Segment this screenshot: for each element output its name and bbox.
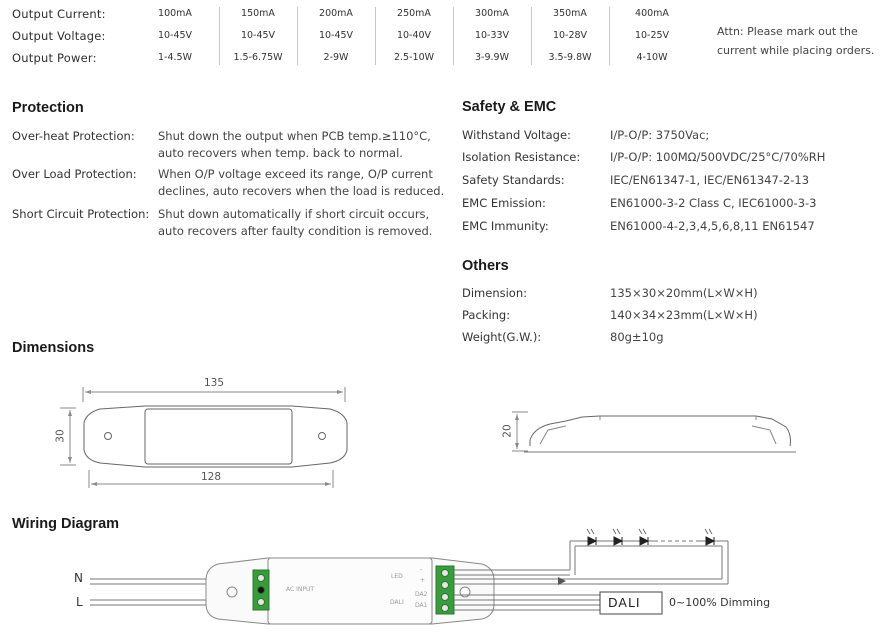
row-label-output-power: Output Power: (12, 51, 97, 65)
safety-value: IEC/EN61347-1, IEC/EN61347-2-13 (610, 173, 810, 187)
safety-key: EMC Emission: (462, 196, 546, 210)
table-cell: 10-28V (552, 30, 588, 41)
table-cell: 300mA (475, 8, 509, 19)
table-cell: 2-9W (323, 52, 349, 63)
safety-key: EMC Immunity: (462, 219, 549, 233)
safety-key: Safety Standards: (462, 173, 565, 187)
protection-value: Shut down automatically if short circuit occurs, (158, 207, 430, 221)
section-title-dimensions: Dimensions (12, 340, 95, 356)
plus-terminal-label: + (420, 577, 426, 584)
others-key: Weight(G.W.): (462, 330, 542, 344)
table-cell: 200mA (319, 8, 353, 19)
table-cell: 350mA (553, 8, 587, 19)
safety-key: Withstand Voltage: (462, 128, 571, 142)
led-output-label: LED (391, 573, 403, 580)
row-label-output-voltage: Output Voltage: (12, 29, 106, 43)
da1-terminal-label: DA1 (415, 602, 428, 609)
row-label-output-current: Output Current: (12, 7, 106, 21)
table-cell: 10-45V (318, 30, 354, 41)
others-key: Packing: (462, 308, 511, 322)
table-cell: 10-25V (634, 30, 670, 41)
table-cell: 1.5-6.75W (233, 52, 283, 63)
table-cell: 1-4.5W (158, 52, 192, 63)
table-cell: 3-9.9W (475, 52, 509, 63)
table-cell: 100mA (158, 8, 192, 19)
attention-line: current while placing orders. (717, 44, 875, 57)
attention-line: Attn: Please mark out the (717, 25, 858, 38)
protection-key: Short Circuit Protection: (12, 207, 150, 221)
table-cell: 2.5-10W (393, 52, 435, 63)
table-cell: 4-10W (636, 52, 668, 63)
dali-box-label: DALI (608, 595, 641, 610)
neutral-label: N (74, 571, 83, 585)
section-title-others: Others (462, 258, 509, 274)
dimension-label-length-total: 135 (204, 377, 225, 389)
others-value: 80g±10g (610, 330, 664, 344)
protection-key: Over-heat Protection: (12, 129, 135, 143)
da2-terminal-label: DA2 (415, 591, 428, 598)
protection-value: auto recovers when temp. back to normal. (158, 146, 403, 160)
protection-key: Over Load Protection: (12, 167, 137, 181)
others-value: 140×34×23mm(L×W×H) (610, 308, 758, 322)
table-cell: 10-33V (474, 30, 510, 41)
dali-terminal-label: DALI (390, 599, 404, 606)
section-title-safety: Safety & EMC (462, 99, 557, 115)
table-cell: 3.5-9.8W (548, 52, 592, 63)
dimension-label-width: 30 (54, 429, 67, 443)
safety-value: EN61000-4-2,3,4,5,6,8,11 EN61547 (610, 219, 815, 233)
table-cell: 400mA (635, 8, 669, 19)
protection-value: When O/P voltage exceed its range, O/P current (158, 167, 433, 181)
ac-input-label: AC INPUT (286, 586, 315, 593)
protection-value: Shut down the output when PCB temp.≥110°C, (158, 129, 431, 143)
table-cell: 10-45V (240, 30, 276, 41)
others-key: Dimension: (462, 286, 528, 300)
dimming-label: 0~100% Dimming (669, 596, 771, 609)
others-value: 135×30×20mm(L×W×H) (610, 286, 758, 300)
safety-value: EN61000-3-2 Class C, IEC61000-3-3 (610, 196, 817, 210)
section-title-wiring: Wiring Diagram (12, 516, 120, 532)
safety-key: Isolation Resistance: (462, 150, 581, 164)
protection-value: auto recovers after faulty condition is removed. (158, 224, 433, 238)
live-label: L (76, 595, 83, 609)
safety-value: I/P-O/P: 100MΩ/500VDC/25°C/70%RH (610, 150, 826, 164)
table-cell: 10-40V (396, 30, 432, 41)
protection-value: declines, auto recovers when the load is reduced. (158, 184, 445, 198)
dimension-label-length-holes: 128 (201, 471, 222, 483)
table-cell: 250mA (397, 8, 431, 19)
minus-terminal-label: - (420, 566, 423, 573)
section-title-protection: Protection (12, 100, 84, 116)
table-cell: 150mA (241, 8, 275, 19)
table-cell: 10-45V (157, 30, 193, 41)
dimension-label-height: 20 (501, 424, 514, 438)
safety-value: I/P-O/P: 3750Vac; (610, 128, 710, 142)
